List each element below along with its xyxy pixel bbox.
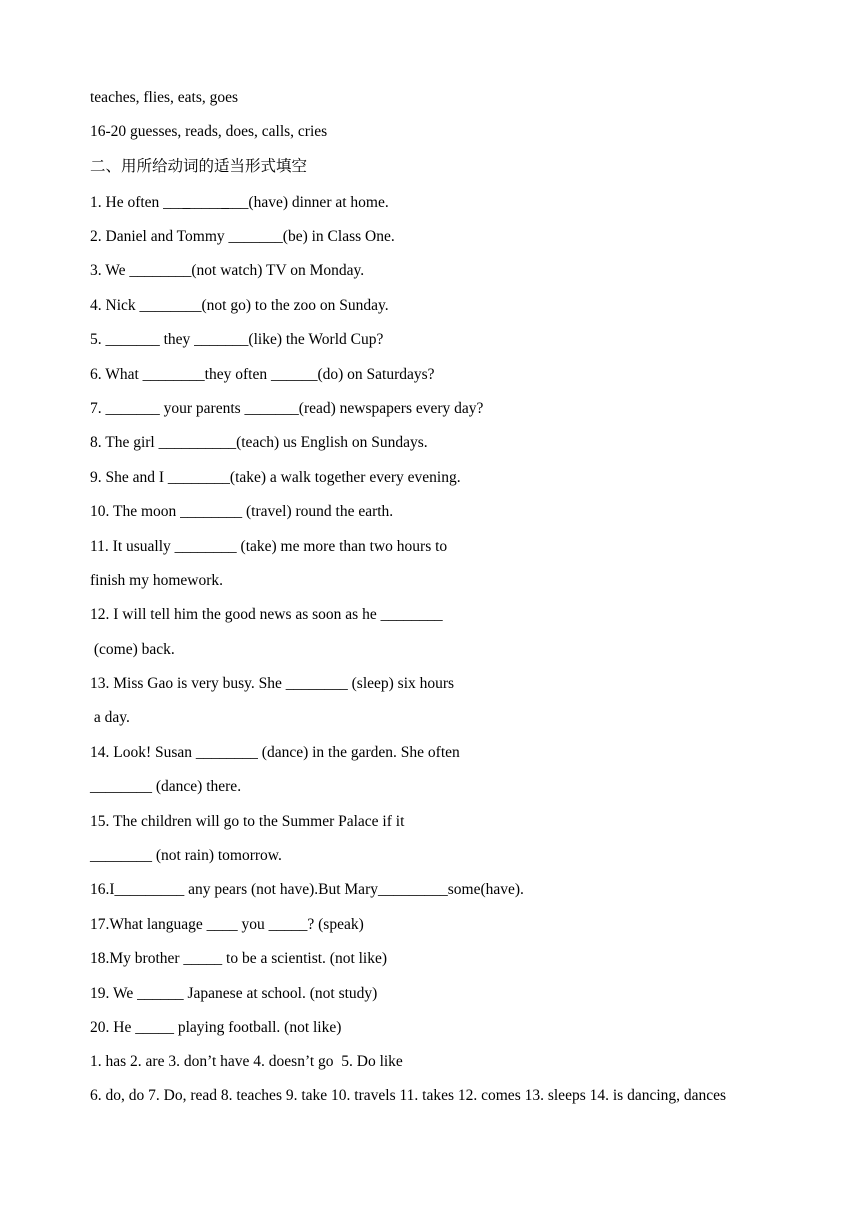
question-16: 16.I_________ any pears (not have).But Mary_________some(have). [90, 881, 524, 898]
question-11-cont: finish my homework. [90, 572, 224, 589]
question-19: 19. We ______ Japanese at school. (not study) [90, 985, 378, 1002]
answer-line-11-15: teaches, flies, eats, goes [90, 89, 239, 106]
question-10: 10. The moon ________ (travel) round the earth. [90, 503, 394, 520]
question-5: 5. _______ they _______(like) the World Cup? [90, 331, 384, 348]
answer-line-16-20: 16-20 guesses, reads, does, calls, cries [90, 123, 328, 140]
question-8: 8. The girl __________(teach) us English on Sundays. [90, 434, 428, 451]
question-12-cont: (come) back. [90, 641, 175, 658]
question-15: 15. The children will go to the Summer Palace if it [90, 813, 405, 830]
question-15-cont: ________ (not rain) tomorrow. [90, 847, 282, 864]
question-13: 13. Miss Gao is very busy. She ________ (sleep) six hours [90, 675, 455, 692]
question-2: 2. Daniel and Tommy _______(be) in Class One. [90, 228, 395, 245]
section-heading: 二、用所给动词的适当形式填空 [90, 158, 308, 175]
question-3: 3. We ________(not watch) TV on Monday. [90, 262, 365, 279]
question-18: 18.My brother _____ to be a scientist. (not like) [90, 950, 388, 967]
question-1: 1. He often ___̲_____̲___(have) dinner at home. [90, 194, 389, 211]
question-20: 20. He _____ playing football. (not like) [90, 1019, 342, 1036]
question-14-cont: ________ (dance) there. [90, 778, 242, 795]
question-12: 12. I will tell him the good news as soon as he ________ [90, 606, 443, 623]
question-4: 4. Nick ________(not go) to the zoo on Sunday. [90, 297, 389, 314]
question-14: 14. Look! Susan ________ (dance) in the garden. She often [90, 744, 460, 761]
question-6: 6. What ________they often ______(do) on Saturdays? [90, 366, 435, 383]
question-9: 9. She and I ________(take) a walk together every evening. [90, 469, 461, 486]
question-11: 11. It usually ________ (take) me more than two hours to [90, 538, 448, 555]
answer-line-1-5: 1. has 2. are 3. don’t have 4. doesn’t go 5. Do like [90, 1053, 403, 1070]
question-13-cont: a day. [90, 709, 130, 726]
question-17: 17.What language ____ you _____? (speak) [90, 916, 364, 933]
question-7: 7. _______ your parents _______(read) newspapers every day? [90, 400, 484, 417]
answer-line-6-14: 6. do, do 7. Do, read 8. teaches 9. take 10. travels 11. takes 12. comes 13. sleeps 14. is dancing, dances [90, 1087, 727, 1104]
